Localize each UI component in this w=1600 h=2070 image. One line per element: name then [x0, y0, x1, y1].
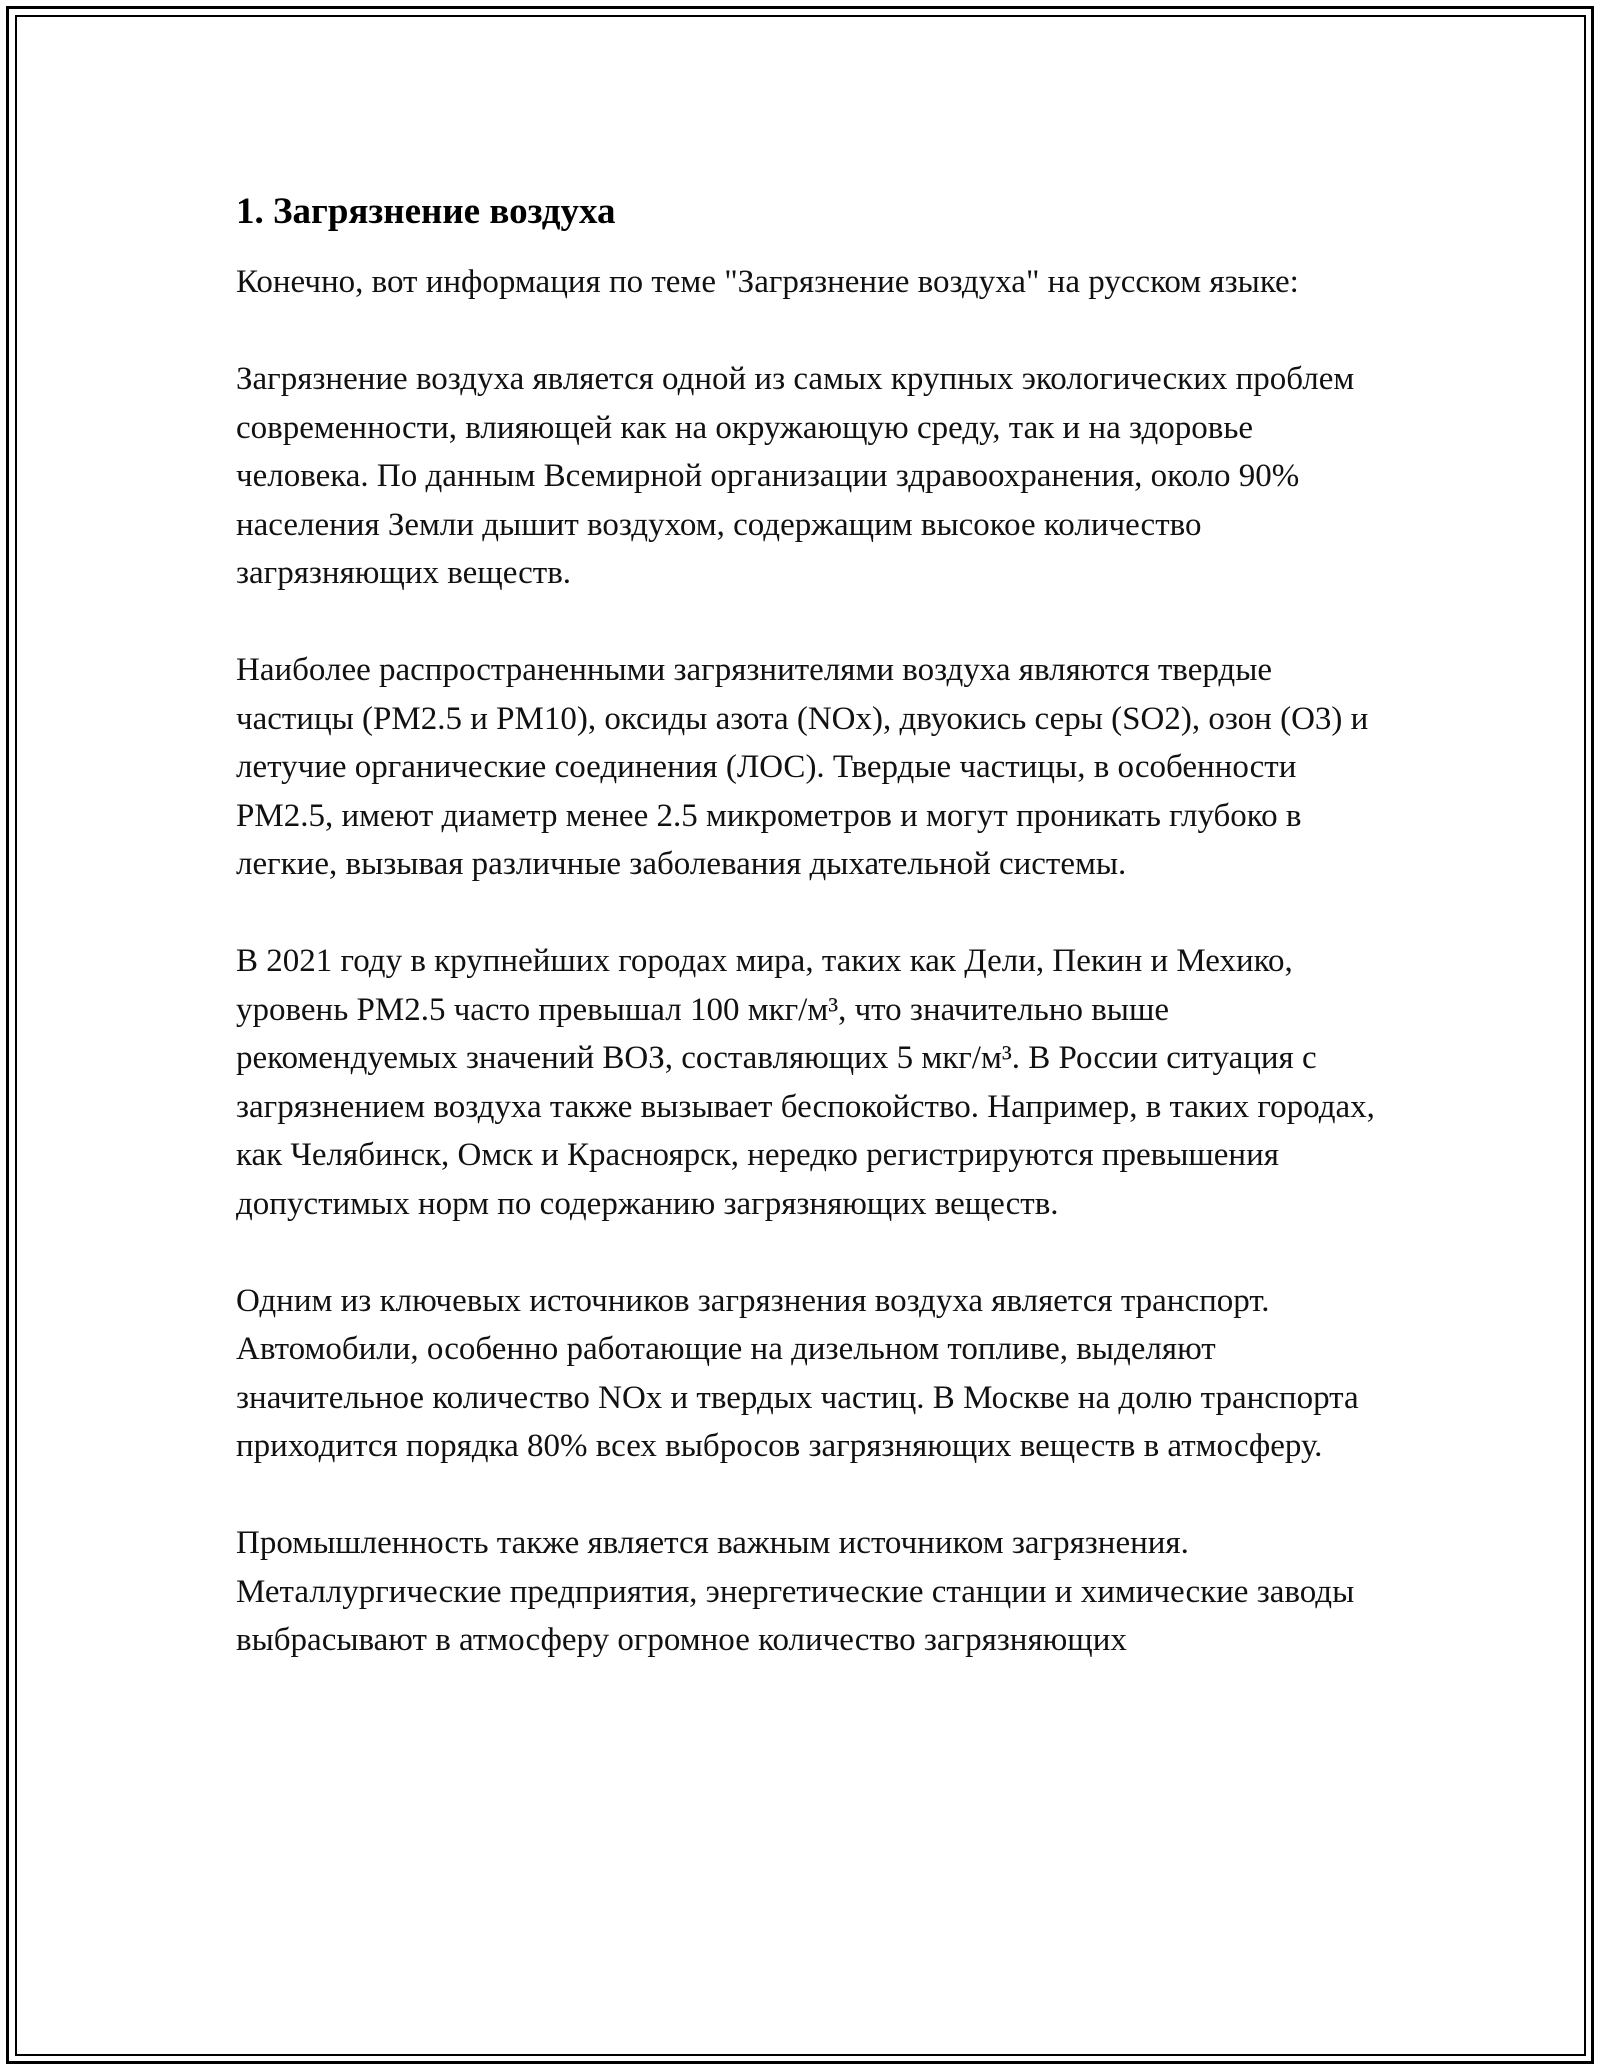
- paragraph-cities: В 2021 году в крупнейших городах мира, таких как Дели, Пекин и Мехико, уровень PM2.5 часто превышал 100 мкг/м³, что значительно выше рекомендуемых значений ВОЗ, составляющих 5 мкг/м³. В России ситуация с загрязнением воздуха также вызывает беспокойство. Например, в таких городах, как Челябинск, Омск и Красноярск, нередко регистрируются превышения допустимых норм по содержанию загрязняющих веществ.: [236, 943, 1375, 1222]
- paragraph-industry: Промышленность также является важным источником загрязнения. Металлургические предприятия, энергетические станции и химические заводы выбрасывают в атмосферу огромное количество загрязняющих: [236, 1525, 1355, 1658]
- paragraph-transport: Одним из ключевых источников загрязнения воздуха является транспорт. Автомобили, особенно работающие на дизельном топливе, выделяют значительное количество NOx и твердых частиц. В Москве на долю транспорта приходится порядка 80% всех выбросов загрязняющих веществ в атмосферу.: [236, 1282, 1359, 1464]
- section-heading: 1. Загрязнение воздуха: [236, 191, 616, 232]
- paragraph-intro: Конечно, вот информация по теме "Загрязнение воздуха" на русском языке:: [236, 264, 1299, 300]
- paragraph-overview: Загрязнение воздуха является одной из самых крупных экологических проблем современности, влияющей как на окружающую среду, так и на здоровье человека. По данным Всемирной организации здравоохранения, около 90% населения Земли дышит воздухом, содержащим высокое количество загрязняющих веществ.: [236, 361, 1355, 591]
- document-body: [236, 188, 1376, 1713]
- paragraph-pollutants: Наиболее распространенными загрязнителями воздуха являются твердые частицы (PM2.5 и PM10), оксиды азота (NOx), двуокись серы (SO2), озон (O3) и летучие органические соединения (ЛОС). Твердые частицы, в особенности PM2.5, имеют диаметр менее 2.5 микрометров и могут проникать глубоко в легкие, вызывая различные заболевания дыхательной системы.: [236, 652, 1369, 882]
